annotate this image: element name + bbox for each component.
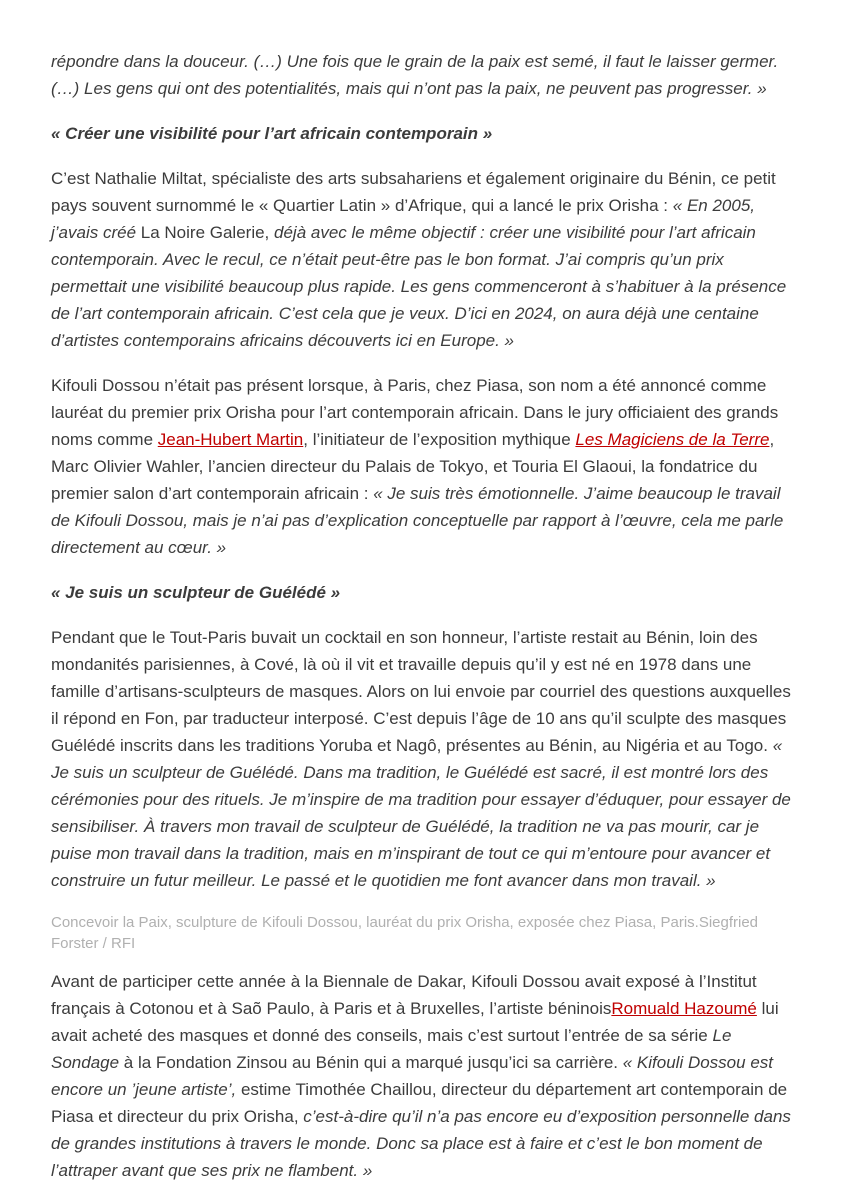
text-segment-lead: Avant de participer cette année à la Biennale de Dakar, Kifouli Dossou avait exposé à l’Institut français à Cotonou et à Saõ Paulo, à Paris et à Bruxelles, l’artiste béninois — [51, 972, 757, 1018]
link-romuald-hazoume[interactable]: Romuald Hazoumé — [611, 999, 757, 1018]
paragraph-nathalie-miltat — [51, 165, 792, 354]
paragraph-sculptor — [51, 624, 792, 894]
text-segment-lead: C’est Nathalie Miltat, spécialiste des arts subsahariens et également originaire du Bénin, ce petit pays souvent surnommé le « Quartier Latin » d’Afrique, qui a lancé le prix Orisha : — [51, 169, 776, 215]
heading-text: « Créer une visibilité pour l’art africain contemporain » — [51, 124, 493, 143]
link-jean-hubert-martin[interactable]: Jean-Hubert Martin — [157, 430, 304, 449]
section-heading-sculptor — [51, 579, 792, 606]
text-segment-mid: , Marc Olivier Wahler, l’ancien directeur du Palais de Tokyo, et Touria El Glaoui, la fondatrice du premier salon d’art contemporain africain : — [51, 430, 775, 503]
text-segment-quote: c’est-à-dire qu’il n’a pas encore eu d’exposition personnelle dans de grandes institutions à travers le monde. Donc sa place est à faire et c’est le bon moment de l’attraper avant que ses prix ne flambent. » — [51, 1107, 791, 1180]
intro-quote-text: répondre dans la douceur. (…) Une fois que le grain de la paix est semé, il faut le laisser germer. (…) Les gens qui ont des potentialités, mais qui n’ont pas la paix, ne peuvent pas progresser. » — [51, 52, 779, 98]
image-caption — [51, 912, 792, 954]
text-segment-gallery-name: La Noire Galerie, — [140, 223, 270, 242]
paragraph-career — [51, 968, 792, 1184]
paragraph-jury — [51, 372, 792, 561]
text-segment-series-title: Le Sondage — [51, 1026, 732, 1072]
text-segment-mid: à la Fondation Zinsou au Bénin qui a marqué jusqu’ici sa carrière. — [119, 1053, 623, 1072]
text-segment-lead: Kifouli Dossou n’était pas présent lorsque, à Paris, chez Piasa, son nom a été annoncé comme lauréat du premier prix Orisha pour l’art contemporain africain. Dans le jury officiaient des grands noms comme — [51, 376, 779, 449]
text-segment-quote-end: déjà avec le même objectif : créer une visibilité pour l’art africain contemporain. Avec le recul, ce n’était peut-être pas le bon format. J’ai compris qu’un prix permettait une visibilité beaucoup plus rapide. Les gens commenceront à s’habituer à la présence de l’art contemporain africain. C’est cela que je veux. D’ici en 2024, on aura déjà une centaine d’artistes contemporains africains découverts ici en Europe. » — [51, 223, 787, 350]
text-segment-mid: , l’initiateur de l’exposition mythique — [303, 430, 576, 449]
section-heading-visibility — [51, 120, 792, 147]
text-segment-quote: « Je suis très émotionnelle. J’aime beaucoup le travail de Kifouli Dossou, mais je n’ai pas d’explication conceptuelle par rapport à l’œuvre, cela me parle directement au cœur. » — [51, 484, 784, 557]
text-segment-mid: estime Timothée Chaillou, directeur du département art contemporain de Piasa et directeur du prix Orisha, — [51, 1080, 788, 1126]
caption-text: Concevoir la Paix, sculpture de Kifouli Dossou, lauréat du prix Orisha, exposée chez Piasa, Paris.Siegfried Forster / RFI — [51, 914, 759, 952]
text-segment-lead: Pendant que le Tout-Paris buvait un cocktail en son honneur, l’artiste restait au Bénin, loin des mondanités parisiennes, à Cové, là où il vit et travaille depuis qu’il y est né en 1978 dans une famille d’artisans-sculpteurs de masques. Alors on lui envoie par courriel des questions auxquelles il répond en Fon, par traducteur interposé. C’est depuis l’âge de 10 ans qu’il sculpte des masques Guélédé inscrits dans les traditions Yoruba et Nagô, présentes au Bénin, au Nigéria et au Togo. — [51, 628, 791, 755]
article-body — [51, 48, 792, 1184]
text-segment-mid: lui avait acheté des masques et donné des conseils, mais c’est surtout l’entrée de sa série — [51, 999, 779, 1045]
text-segment-quote: « Je suis un sculpteur de Guélédé. Dans ma tradition, le Guélédé est sacré, il est montré lors des cérémonies pour des rituels. Je m’inspire de ma tradition pour essayer d’éduquer, pour essayer de sensibiliser. À travers mon travail de sculpteur de Guélédé, la tradition ne va pas mourir, car je puise mon travail dans la tradition, mais en m’inspirant de tout ce qui m’entoure pour avancer et construire un futur meilleur. Le passé et le quotidien me font avancer dans mon travail. » — [51, 736, 791, 890]
paragraph-intro-quote — [51, 48, 792, 102]
text-segment-quote-start: « En 2005, j’avais créé — [51, 196, 756, 242]
link-les-magiciens-de-la-terre[interactable]: Les Magiciens de la Terre — [575, 430, 770, 449]
text-segment-quote: « Kifouli Dossou est encore un ’jeune artiste’, — [51, 1053, 773, 1099]
heading-text: « Je suis un sculpteur de Guélédé » — [51, 583, 341, 602]
